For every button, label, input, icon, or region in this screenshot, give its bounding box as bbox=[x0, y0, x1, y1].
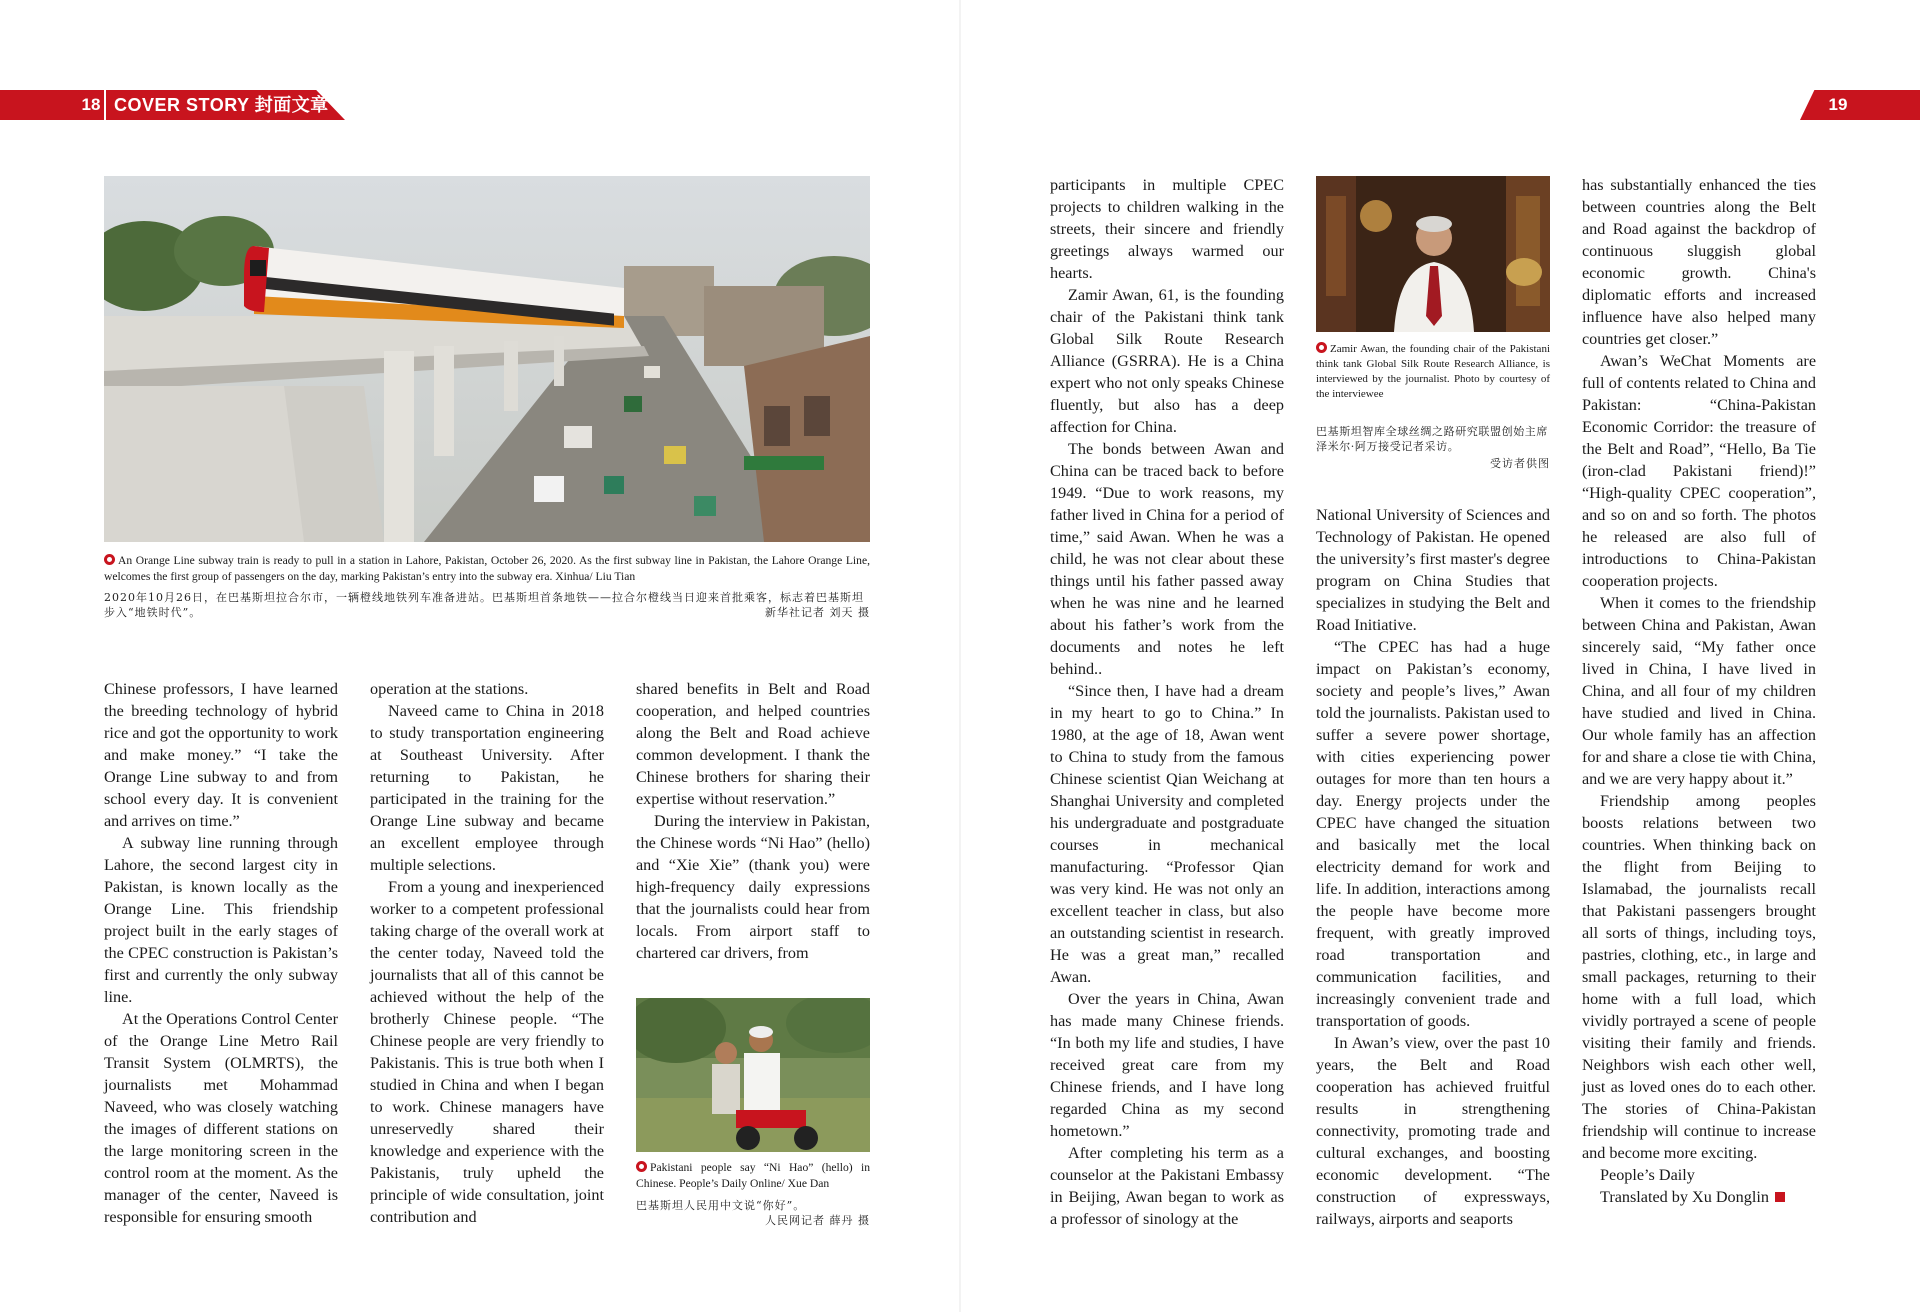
paragraph: Over the years in China, Awan has made many Chinese friends. “In both my life and studies, I have received great care from my Chinese friends, and I have long regarded China as my second hometown.” bbox=[1050, 990, 1284, 1140]
article-column-2 bbox=[370, 678, 604, 1228]
article-column-5 bbox=[1316, 504, 1550, 1230]
paragraph: Zamir Awan, 61, is the founding chair of the Pakistani think tank Global Silk Route Research Alliance (GSRRA). He is a China expert who not only speaks Chinese fluently, but also has a deep affection for China. bbox=[1050, 286, 1284, 436]
train-photo bbox=[104, 176, 870, 542]
paragraph: Awan’s WeChat Moments are full of contents related to China and Pakistan: “China-Pakistan Economic Corridor: the treasure of the Belt and Road”, “Hello, Ba Tie (iron-clad Pakistani friend)!” “High-quality CPEC cooperation”, and so on and so forth. The photos he released are also full of introductions to China-Pakistan cooperation projects. bbox=[1582, 352, 1816, 590]
section-label: COVER STORY 封面文章 bbox=[114, 95, 329, 115]
paragraph: A subway line running through Lahore, the second largest city in Pakistan, is known locally as the Orange Line. This friendship project built in the early stages of the CPEC construction is Pakistan’s first and currently the only subway line. bbox=[104, 834, 338, 1006]
page-gutter bbox=[959, 0, 961, 1312]
train-caption bbox=[104, 553, 870, 584]
train-photo-credit: 新华社记者 刘天 摄 bbox=[765, 606, 870, 619]
paragraph: shared benefits in Belt and Road cooperation, and helped countries along the Belt and Road achieve common development. I thank the Chinese brothers for sharing their expertise without reservation.” bbox=[636, 680, 870, 808]
paragraph: In Awan’s view, over the past 10 years, the Belt and Road cooperation has achieved fruitful results in strengthening connectivity, promoting trade and cultural exchanges, and boosting economic development. “The construction of expressways, railways, airports and seaports bbox=[1316, 1034, 1550, 1228]
article-column-1 bbox=[104, 678, 338, 1228]
motorcycle-caption bbox=[636, 1160, 870, 1191]
caption-marker-icon bbox=[1316, 342, 1327, 353]
awan-photo-credit: 受访者供图 bbox=[1490, 457, 1550, 470]
paragraph: has substantially enhanced the ties between countries along the Belt and Road against the backdrop of continuous sluggish global economic growth. China's diplomatic efforts and increased influence have also helped many countries get closer.” bbox=[1582, 176, 1816, 348]
motorcycle-photo-credit: 人民网记者 薛丹 摄 bbox=[765, 1214, 870, 1227]
byline-source: People’s Daily bbox=[1600, 1166, 1695, 1184]
header-separator bbox=[104, 90, 106, 120]
article-column-6 bbox=[1582, 174, 1816, 1208]
end-of-article-icon bbox=[1775, 1192, 1785, 1202]
paragraph: Naveed came to China in 2018 to study transportation engineering at Southeast University. After returning to Pakistan, he participated in the training for the Orange Line subway and became an excellent employee through multiple selections. bbox=[370, 702, 604, 874]
awan-caption-chinese: 巴基斯坦智库全球丝绸之路研究联盟创始主席泽米尔·阿万接受记者采访。 bbox=[1316, 425, 1548, 453]
motorcycle-caption-chinese: 巴基斯坦人民用中文说“你好”。 bbox=[636, 1199, 806, 1212]
translator-text: Translated by Xu Donglin bbox=[1600, 1188, 1769, 1206]
paragraph: “Since then, I have had a dream in my heart to go to China.” In 1980, at the age of 18, Awan went to China to study from the famous Chinese scientist Qian Weichang at Shanghai University and completed his undergraduate and postgraduate courses in mechanical manufacturing. “Professor Qian was very kind. He was not only an excellent teacher in class, but also an outstanding scientist in research. He was a great man,” recalled Awan. bbox=[1050, 682, 1284, 986]
paragraph: Friendship among peoples boosts relations between two countries. When thinking back on the flight from Beijing to Islamabad, the journalists recall that Pakistani passengers brought all sorts of things, including toys, pastries, clothing, etc., in large and small packages, returning to their home with a full load, which vividly portrayed a scene of people visiting their family and friends. Neighbors wish each other well, just as loved ones do to each other. The stories of China-Pakistan friendship will continue to increase and become more exciting. bbox=[1582, 792, 1816, 1162]
article-column-3 bbox=[636, 678, 870, 964]
byline-translator bbox=[1582, 1186, 1816, 1208]
paragraph: When it comes to the friendship between China and Pakistan, Awan sincerely said, “My father once lived in China, I have lived in China, and all four of my children have studied and lived in China. Our whole family has an affection for and share a close tie with China, and we are very happy about it.” bbox=[1582, 594, 1816, 788]
awan-portrait-photo bbox=[1316, 176, 1550, 332]
awan-caption-text: Zamir Awan, the founding chair of the Pakistani think tank Global Silk Route Research Alliance, is interviewed by the journalist. Photo by courtesy of the interviewee bbox=[1316, 343, 1550, 400]
paragraph: participants in multiple CPEC projects to children walking in the streets, their sincere and friendly greetings always warmed our hearts. bbox=[1050, 176, 1284, 282]
paragraph: Chinese professors, I have learned the breeding technology of hybrid rice and got the opportunity to work and make money.” “I take the Orange Line subway to and from school every day. It is convenient and arrives on time.” bbox=[104, 680, 338, 830]
paragraph: After completing his term as a counselor at the Pakistani Embassy in Beijing, Awan began to work as a professor of sinology at the bbox=[1050, 1144, 1284, 1228]
paragraph: “The CPEC has had a huge impact on Pakistan’s economy, society and people’s lives,” Awan told the journalists. Pakistan used to suffer a severe power shortage, with cities experiencing power outages for more than ten hours a day. Energy projects under the CPEC have changed the situation and basically met the local electricity demand for work and life. In addition, interactions among the people have become more frequent, with greatly improved road transportation and communication facilities, and increasingly convenient trade and transportation of goods. bbox=[1316, 638, 1550, 1030]
paragraph: At the Operations Control Center of the Orange Line Metro Rail Transit System (OLMRTS), the journalists met Mohammad Naveed, who was closely watching the images of different stations on the large monitoring screen in the control room at the moment. As the manager of the center, Naveed is responsible for ensuring smooth bbox=[104, 1010, 338, 1226]
paragraph: National University of Sciences and Technology of Pakistan. He opened the university’s first master's degree program on China Studies that specializes in studying the Belt and Road Initiative. bbox=[1316, 506, 1550, 634]
motorcycle-photo bbox=[636, 998, 870, 1152]
awan-caption bbox=[1316, 342, 1550, 402]
paragraph: The bonds between Awan and China can be traced back to before 1949. “Due to work reasons, my father lived in China for a period of time,” said Awan. When he was a child, he was not clear about these things until his father passed away when he was nine and he learned about his father’s work from the documents and notes he left behind.. bbox=[1050, 440, 1284, 678]
article-column-4 bbox=[1050, 174, 1284, 1230]
right-page-number: 19 bbox=[1828, 95, 1848, 114]
paragraph: operation at the stations. bbox=[370, 680, 529, 698]
paragraph: During the interview in Pakistan, the Chinese words “Ni Hao” (hello) and “Xie Xie” (thank you) were high-frequency daily expressions that the journalists could hear from locals. From airport staff to chartered car drivers, from bbox=[636, 812, 870, 962]
left-page-number: 18 bbox=[81, 95, 101, 114]
motorcycle-caption-text: Pakistani people say “Ni Hao” (hello) in Chinese. People’s Daily Online/ Xue Dan bbox=[636, 1161, 870, 1190]
train-caption-text: An Orange Line subway train is ready to pull in a station in Lahore, Pakistan, October 26, 2020. As the first subway line in Pakistan, the Lahore Orange Line, welcomes the first group of passengers on the day, marking Pakistan’s entry into the subway era. Xinhua/ Liu Tian bbox=[104, 554, 870, 583]
caption-marker-icon bbox=[636, 1161, 647, 1172]
train-caption-chinese: 2020年10月26日，在巴基斯坦拉合尔市，一辆橙线地铁列车准备进站。巴基斯坦首条地铁——拉合尔橙线当日迎来首批乘客，标志着巴基斯坦步入“地铁时代”。 bbox=[104, 591, 864, 619]
caption-marker-icon bbox=[104, 554, 115, 565]
paragraph: From a young and inexperienced worker to a competent professional taking charge of the overall work at the center today, Naveed told the journalists that all of this cannot be achieved without the help of the brotherly Chinese people. “The Chinese people are very friendly to Pakistanis. This is true both when I studied in China and when I began to work. Chinese managers have unreservedly shared their knowledge and experience with the Pakistanis, truly upheld the principle of wide consultation, joint contribution and bbox=[370, 878, 604, 1226]
